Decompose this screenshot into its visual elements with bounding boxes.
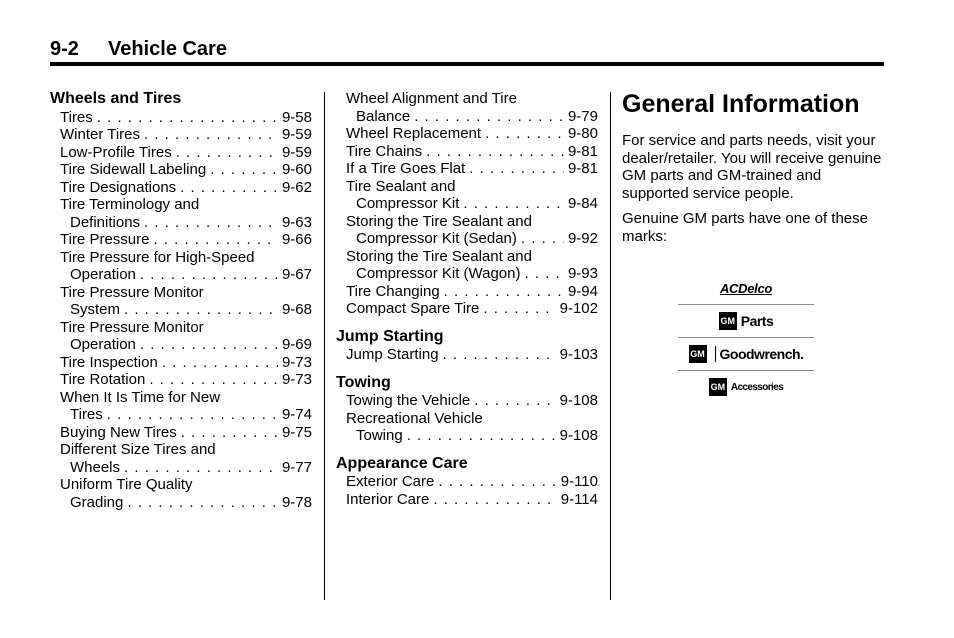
leader-dots [149,371,278,389]
toc-entry-page: 9-110 [560,473,598,490]
page-number: 9-2 [50,38,79,60]
toc-list [336,90,598,318]
leader-dots [433,491,556,509]
toc-entry-label: Compressor Kit [356,195,460,212]
toc-entry-page: 9-74 [281,406,312,423]
toc-entry-label: Towing the Vehicle [346,392,471,409]
toc-entry-page: 9-77 [281,458,312,476]
toc-entry-page: 9-58 [281,108,312,126]
toc-entry-page: 9-60 [281,161,312,178]
toc-entry[interactable] [50,109,312,127]
toc-entry[interactable] [336,213,598,248]
leader-dots [180,179,278,197]
toc-entry-page: 9-102 [559,300,598,317]
paragraph: Genuine GM parts have one of these marks: [622,210,868,245]
gm-goodwrench-logo: GM Goodwrench. [690,346,804,362]
toc-entry-label: Storing the Tire Sealant and [346,247,532,265]
paragraph: For service and parts needs, visit your dealer/retailer. You will receive genuine GM parts and GM-trained and supported service people. [622,132,882,202]
toc-entry-label: Interior Care [346,490,430,508]
toc-entry-label: Tire Chains [346,142,423,160]
leader-dots [444,283,564,301]
toc-entry-page: 9-59 [281,126,312,143]
toc-entry-label: Exterior Care [346,473,435,490]
toc-sections [336,328,598,509]
toc-entry-label: Winter Tires [60,126,141,143]
gm-parts-logo: GM Parts [720,313,774,329]
toc-entry-page: 9-94 [567,282,598,300]
leader-dots [210,161,278,179]
toc-entry-page: 9-81 [567,160,598,177]
toc-list [336,473,598,508]
toc-entry-page: 9-62 [281,178,312,196]
toc-entry-label: Tire Changing [346,282,440,300]
toc-entry-label: Definitions [70,213,141,231]
chapter-title: Vehicle Care [108,38,227,60]
leader-dots [485,125,564,143]
leader-dots [521,230,564,248]
page-header [50,38,227,61]
toc-entry[interactable] [336,300,598,318]
toc-entry[interactable] [336,248,598,283]
toc-entry[interactable] [50,196,312,231]
leader-dots [469,160,564,178]
toc-entry[interactable] [50,354,312,372]
leader-dots [144,126,278,144]
leader-dots [407,427,556,445]
leader-dots [474,392,555,410]
toc-entry-label: Storing the Tire Sealant and [346,212,532,230]
leader-dots [438,473,556,491]
toc-entry-page: 9-108 [559,392,598,409]
toc-entry-page: 9-92 [567,230,598,247]
leader-dots [140,266,278,284]
toc-entry-label: Different Size Tires and [60,441,216,458]
toc-entry-label: Tire Pressure Monitor [60,318,204,336]
toc-entry[interactable] [50,371,312,389]
gm-accessories-logo: GM Accessories [684,371,808,403]
toc-entry[interactable] [336,346,598,364]
leader-dots [176,144,278,162]
acdelco-logo: ACDelco [719,280,773,296]
toc-entry[interactable] [336,143,598,161]
toc-entry[interactable] [50,389,312,424]
leader-dots [463,195,564,213]
toc-entry-page: 9-73 [281,353,312,371]
leader-dots [107,406,278,424]
toc-entry[interactable] [336,491,598,509]
toc-entry-page: 9-93 [567,265,598,282]
toc-entry[interactable] [50,144,312,162]
toc-entry-page: 9-66 [281,231,312,248]
toc-entry[interactable] [336,392,598,410]
leader-dots [443,346,556,364]
toc-entry[interactable] [50,319,312,354]
toc-entry[interactable] [336,283,598,301]
toc-entry-label: Tire Pressure for High-Speed [60,248,255,266]
toc-entry-page: 9-75 [281,423,312,441]
toc-entry-label: Tire Designations [60,178,177,196]
toc-entry-label: Tire Pressure Monitor [60,283,204,301]
toc-entry[interactable] [50,231,312,249]
toc-entry-page: 9-78 [281,493,312,511]
toc-entry-page: 9-59 [281,143,312,161]
section-title: General Information [622,90,860,118]
toc-entry[interactable] [50,441,312,476]
toc-entry[interactable] [50,249,312,284]
toc-entry[interactable] [50,179,312,197]
toc-entry-label: Tire Rotation [60,371,146,388]
toc-entry-label: Tire Inspection [60,353,158,371]
toc-entry[interactable] [336,160,598,178]
general-information [622,90,884,253]
toc-entry-label: Tires [60,108,93,126]
toc-entry-page: 9-80 [567,125,598,142]
leader-dots [426,143,564,161]
leader-dots [127,494,278,512]
header-rule [50,62,884,66]
toc-entry[interactable] [50,424,312,442]
toc-entry[interactable] [336,178,598,213]
gm-marks [684,272,808,403]
toc-entry-page: 9-84 [567,195,598,212]
toc-entry-page: 9-68 [281,301,312,318]
toc-entry[interactable] [50,161,312,179]
leader-dots [181,424,278,442]
toc-entry-label: Compressor Kit (Wagon) [356,265,521,282]
leader-dots [525,265,564,283]
toc-entry-label: Compressor Kit (Sedan) [356,230,517,247]
section-heading: Jump Starting [336,327,444,345]
toc-entry-label: Buying New Tires [60,423,177,441]
toc-entry-page: 9-108 [559,427,598,444]
toc-list [50,109,312,512]
toc-entry-label: Uniform Tire Quality [60,476,193,493]
leader-dots [97,109,278,127]
toc-entry[interactable] [50,476,312,511]
toc-entry-label: Grading [70,493,124,511]
toc-entry-label: Tires [70,406,103,423]
section-heading: Appearance Care [336,454,468,472]
toc-column-2 [336,90,598,508]
toc-entry-page: 9-63 [281,213,312,231]
leader-dots [162,354,278,372]
leader-dots [483,300,555,318]
leader-dots [153,231,278,249]
toc-entry-page: 9-69 [281,336,312,353]
toc-entry-page: 9-73 [281,371,312,388]
toc-entry[interactable] [336,410,598,445]
toc-entry-label: Towing [356,427,403,444]
toc-column-1 [50,90,312,511]
toc-entry-page: 9-103 [559,346,598,363]
toc-entry-label: Tire Pressure [60,231,150,248]
toc-entry-label: Wheel Replacement [346,125,482,142]
toc-entry[interactable] [50,284,312,319]
toc-entry-label: Compact Spare Tire [346,300,480,317]
toc-list [336,392,598,445]
column-divider [610,92,611,600]
toc-entry-page: 9-67 [281,266,312,283]
toc-entry-label: If a Tire Goes Flat [346,160,466,177]
toc-entry-label: Tire Terminology and [60,196,200,213]
toc-entry-label: Tire Sealant and [346,177,456,195]
toc-entry-page: 9-81 [567,142,598,160]
toc-entry-label: When It Is Time for New [60,388,221,406]
section-heading: Towing [336,373,391,391]
column-divider [324,92,325,600]
toc-entry-label: Recreational Vehicle [346,409,483,427]
leader-dots [124,301,278,319]
toc-entry-label: Jump Starting [346,346,439,363]
leader-dots [124,459,278,477]
toc-entry-page: 9-79 [567,107,598,125]
toc-entry[interactable] [336,125,598,143]
toc-entry-label: Operation [70,336,136,353]
leader-dots [414,108,564,126]
toc-entry-label: Wheels [70,458,121,476]
toc-entry-label: Low-Profile Tires [60,143,172,161]
toc-entry-page: 9-114 [560,490,598,508]
toc-entry[interactable] [336,90,598,125]
leader-dots [144,214,278,232]
toc-entry-label: Tire Sidewall Labeling [60,161,207,178]
section-heading: Wheels and Tires [50,90,182,107]
toc-entry-label: Wheel Alignment and Tire [346,90,517,107]
toc-list [336,346,598,364]
toc-entry[interactable] [336,473,598,491]
toc-entry[interactable] [50,126,312,144]
toc-entry-label: Operation [70,266,136,283]
toc-entry-label: Balance [356,107,411,125]
toc-entry-label: System [70,301,121,318]
leader-dots [140,336,278,354]
